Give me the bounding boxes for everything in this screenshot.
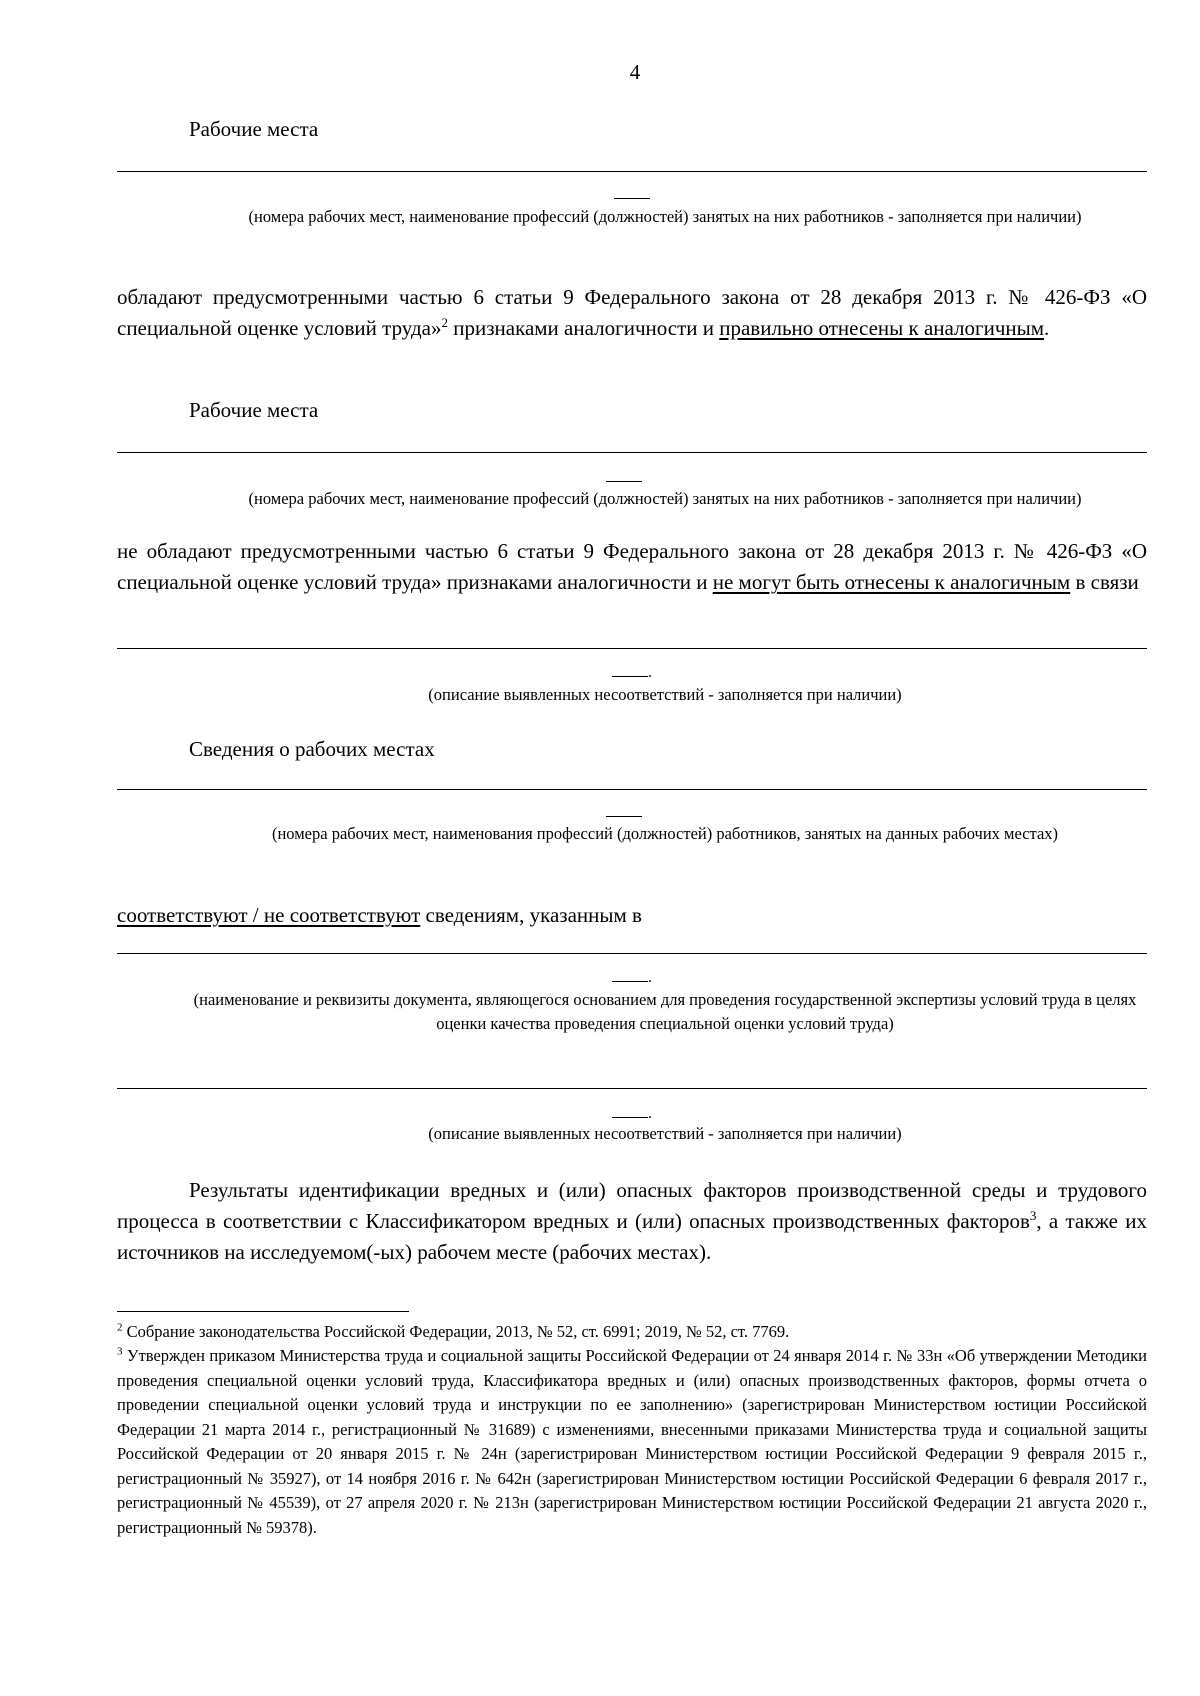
section1-body-end: .	[1044, 316, 1050, 340]
section2-body-pre: не обладают предусмотренными частью 6 статьи 9 Федерального закона от 28 декабря 2013 г. № 426-ФЗ «О специальной оценке условий труда» признаками аналогичности и	[117, 539, 1147, 594]
section1-body-pre: обладают предусмотренными частью 6 статьи 9 Федерального закона от 28 декабря 2013 г. № 426-ФЗ «О специальной оценке условий труда»	[117, 285, 1147, 340]
section1-lead: Рабочие места	[189, 117, 319, 141]
fill-line-short	[606, 481, 642, 482]
fill-line	[117, 171, 1147, 172]
footnote-text: Собрание законодательства Российской Федерации, 2013, № 52, ст. 6991; 2019, № 52, ст. 7769.	[122, 1322, 790, 1341]
fill-line	[117, 648, 1147, 649]
fill-line-short	[612, 981, 648, 982]
section3-caption3: (описание выявленных несоответствий - заполняется при наличии)	[428, 1124, 902, 1143]
fill-line	[117, 1088, 1147, 1089]
footnote-ref-3: 3	[1029, 1208, 1037, 1223]
fill-line-short	[612, 676, 648, 677]
section4-body	[117, 1175, 1147, 1268]
fill-line-short	[612, 1117, 648, 1118]
section2-body-underlined: не могут быть отнесены к аналогичным	[712, 570, 1071, 594]
section3-body	[117, 900, 1147, 931]
section4-body-end: , а также их источников на исследуемом(-ых) рабочем месте (рабочих местах).	[117, 1209, 1148, 1264]
footnote-separator	[117, 1311, 409, 1312]
fill-line	[117, 789, 1147, 790]
section3-lead: Сведения о рабочих местах	[189, 737, 435, 761]
fill-line	[117, 953, 1147, 954]
section1-caption: (номера рабочих мест, наименование профессий (должностей) занятых на них работников - заполняется при наличии)	[248, 207, 1082, 226]
section2-body-end: в связи	[1070, 570, 1139, 594]
section4-body-pre: Результаты идентификации вредных и (или) опасных факторов производственной среды и трудового процесса в соответствии с Классификатором вредных и (или) опасных производственных факторов	[117, 1178, 1147, 1233]
fill-line	[117, 452, 1147, 453]
footnote-mark: 2	[117, 1321, 123, 1334]
footnote-text: Утвержден приказом Министерства труда и социальной защиты Российской Федерации от 24 января 2014 г. № 33н «Об утверждении Методики проведения специальной оценки условий труда, Классификатора вредных и (или) опасных производственных факторов, формы отчета о проведении специальной оценки условий труда и инструкции по ее заполнению» (зарегистрирован Министерством юстиции Российской Федерации 21 марта 2014 г., регистрационный № 31689) с изменениями, внесенными приказами Министерства труда и социальной защиты Российской Федерации от 20 января 2015 г. № 24н (зарегистрирован Министерством юстиции Российской Федерации 9 февраля 2015 г., регистрационный № 35927), от 14 ноября 2016 г. № 642н (зарегистрирован Министерством юстиции Российской Федерации 6 февраля 2017 г., регистрационный № 45539), от 27 апреля 2020 г. № 213н (зарегистрирован Министерством юстиции Российской Федерации 21 августа 2020 г., регистрационный № 59378).	[117, 1346, 1147, 1537]
section3-caption: (номера рабочих мест, наименования профессий (должностей) работников, занятых на данных рабочих местах)	[271, 824, 1059, 843]
fill-line-period: .	[648, 1105, 652, 1122]
section1-body	[117, 282, 1147, 344]
section3-caption2: (наименование и реквизиты документа, являющегося основанием для проведения государственной экспертизы условий труда в целях оценки качества проведения специальной оценки условий труда)	[193, 990, 1137, 1033]
section2-caption2: (описание выявленных несоответствий - заполняется при наличии)	[428, 685, 902, 704]
section1-body-mid: признаками аналогичности и	[447, 316, 720, 340]
footnote-mark: 3	[117, 1345, 123, 1358]
section2-lead: Рабочие места	[189, 398, 319, 422]
section1-body-underlined: правильно отнесены к аналогичным	[719, 316, 1045, 340]
fill-line-period: .	[648, 664, 652, 681]
footnote-ref-2: 2	[441, 315, 448, 330]
fill-line-period: .	[648, 969, 652, 986]
footnote-2	[117, 1320, 1147, 1345]
section3-body-underlined: соответствуют / не соответствуют	[117, 903, 421, 927]
section2-caption: (номера рабочих мест, наименование профессий (должностей) занятых на них работников - заполняется при наличии)	[248, 489, 1082, 508]
fill-line-short	[606, 816, 642, 817]
section3-body-end: сведениям, указанным в	[420, 903, 642, 927]
section2-body	[117, 536, 1147, 598]
page-number: 4	[629, 60, 641, 84]
footnote-3	[117, 1344, 1147, 1540]
fill-line-short	[614, 198, 650, 199]
